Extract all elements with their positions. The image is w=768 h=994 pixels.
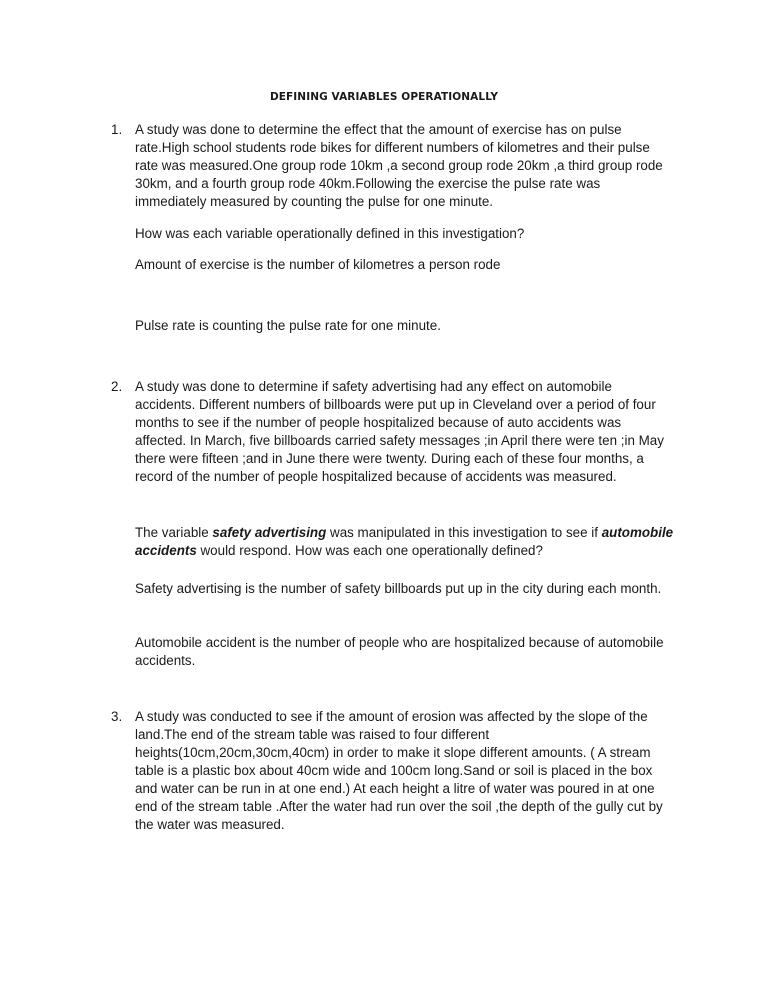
variable-emphasis: automobile accidents	[135, 525, 674, 558]
question-text: A study was done to determine the effect that the amount of exercise has on pulse rate.High school students rode bikes for different numbers of kilometres and their pulse rate was measured.One group rode 10km ,a second group rode 20km ,a third group rode 30km, and a fourth group rode 40km.Following the exercise the pulse rate was immediately measured by counting the pulse for one minute.	[135, 122, 663, 209]
variable-emphasis: safety advertising	[212, 525, 327, 540]
answer-text: Automobile accident is the number of people who are hospitalized because of automobile accidents.	[135, 635, 664, 668]
question-number: 1.	[111, 122, 123, 137]
answer-text: Safety advertising is the number of safety billboards put up in the city during each month.	[135, 581, 662, 596]
answer-text: Pulse rate is counting the pulse rate for one minute.	[135, 318, 441, 333]
question-text: A study was done to determine if safety advertising had any effect on automobile accidents. Different numbers of billboards were put up in Cleveland over a period of four months to see if the number of people hospitalized because of auto accidents was affected. In March, five billboards carried safety messages ;in April there were ten ;in May there were fifteen ;and in June there were twenty. During each of these four months, a record of the number of people hospitalized because of accidents was measured.	[135, 379, 664, 484]
question-prompt: How was each variable operationally defined in this investigation?	[135, 226, 525, 241]
prompt-text: was manipulated in this investigation to see if	[326, 525, 602, 540]
question-prompt	[135, 524, 675, 560]
prompt-text: The variable	[135, 525, 213, 540]
question-number: 3.	[111, 709, 123, 724]
answer-text: Amount of exercise is the number of kilometres a person rode	[135, 257, 501, 272]
question-number: 2.	[111, 379, 123, 394]
prompt-text: would respond. How was each one operationally defined?	[196, 543, 543, 558]
question-text: A study was conducted to see if the amount of erosion was affected by the slope of the land.The end of the stream table was raised to four different heights(10cm,20cm,30cm,40cm) in order to make it slope different amounts. ( A stream table is a plastic box about 40cm wide and 100cm long.Sand or soil is placed in the box and water can be run in at one end.) At each height a litre of water was poured in at one end of the stream table .After the water had run over the soil ,the depth of the gully cut by the water was measured.	[135, 709, 663, 832]
page-title: DEFINING VARIABLES OPERATIONALLY	[269, 91, 499, 103]
